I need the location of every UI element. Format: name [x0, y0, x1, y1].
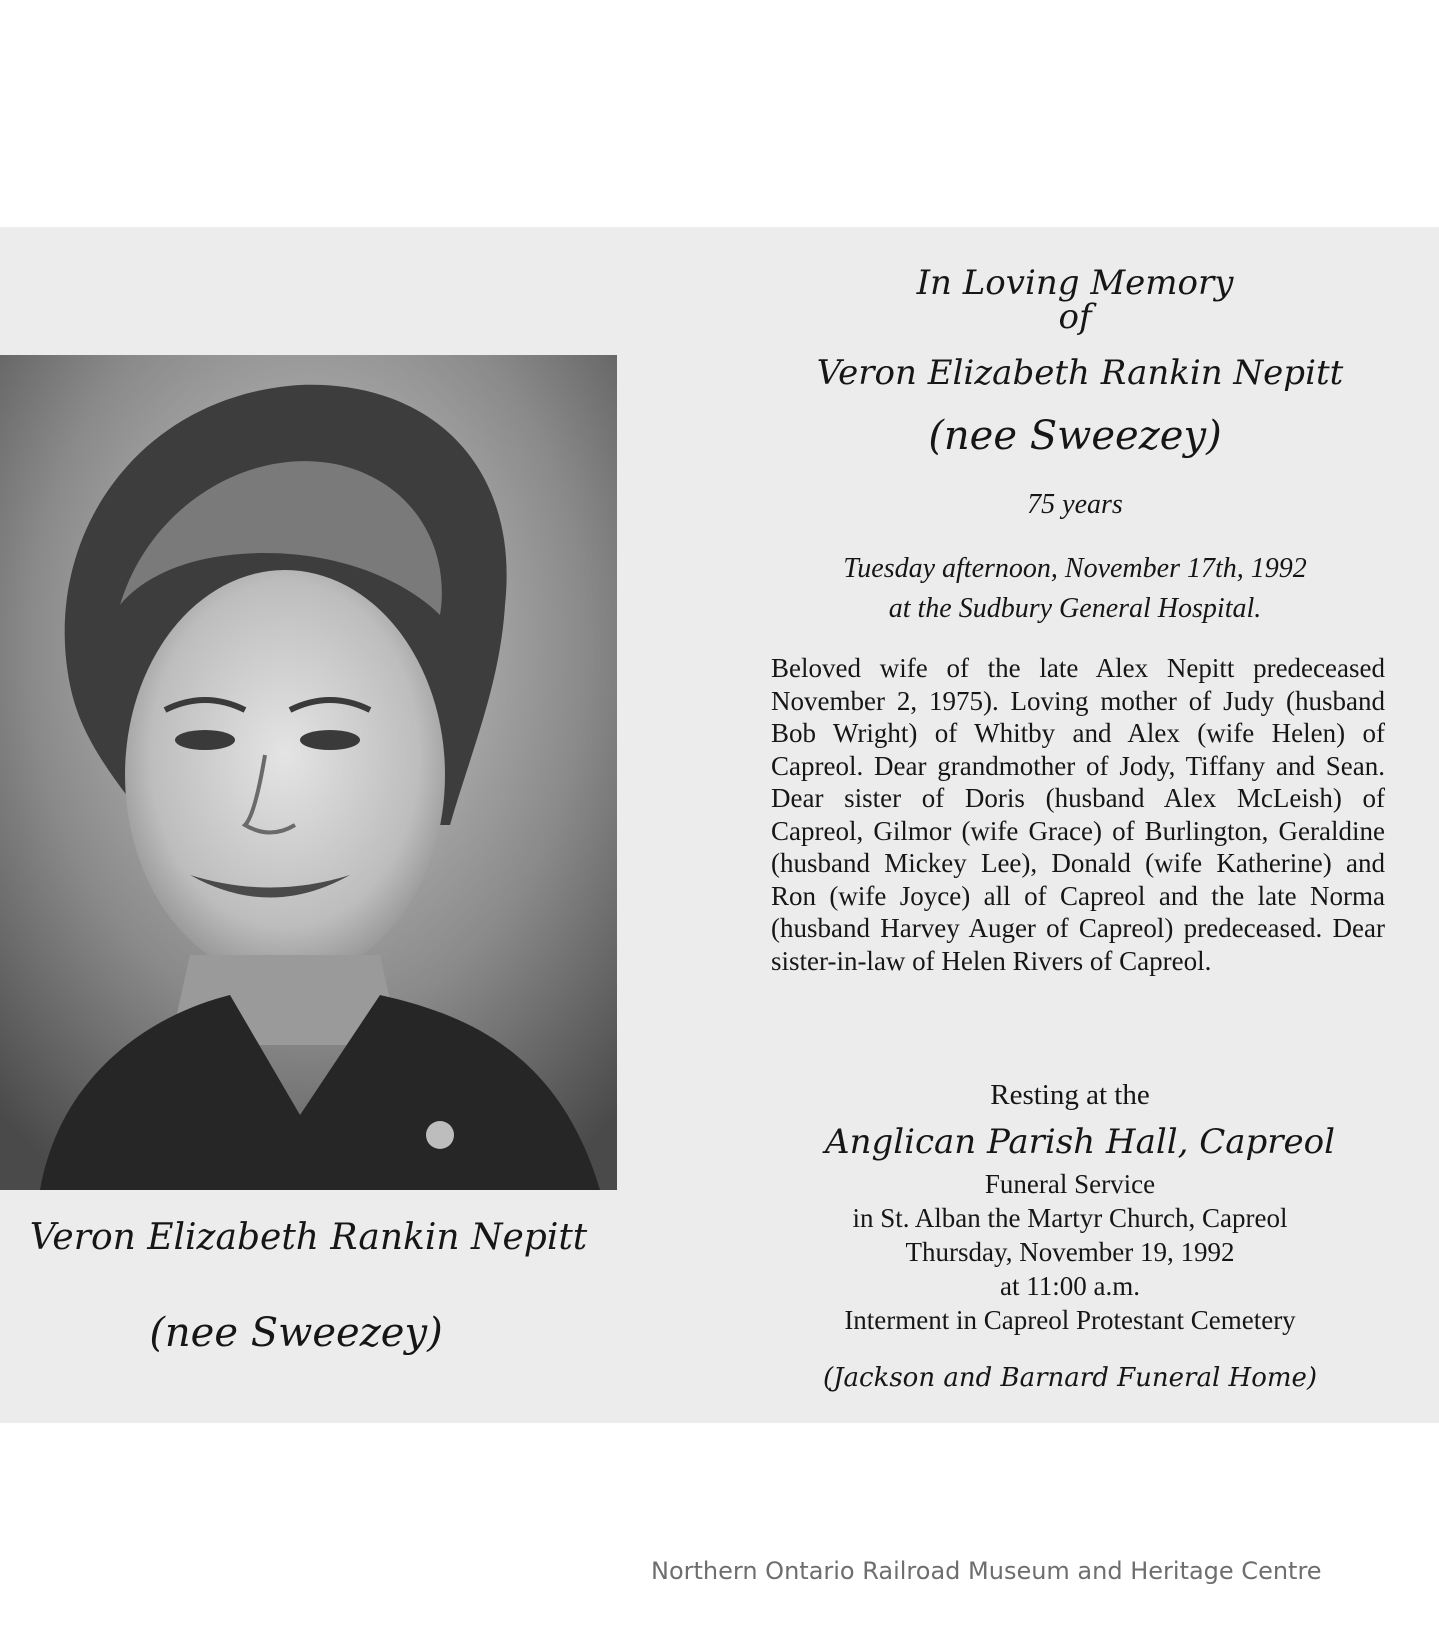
portrait-photo: [0, 355, 617, 1190]
memorial-card: [0, 227, 1439, 1423]
maiden-name: (nee Sweezey): [928, 413, 1222, 459]
funeral-home: (Jackson and Barnard Funeral Home): [822, 1363, 1318, 1393]
credit-line: Northern Ontario Railroad Museum and Heritage Centre: [651, 1557, 1322, 1585]
place-of-death: at the Sudbury General Hospital.: [888, 593, 1262, 624]
memorial-heading: In Loving Memory: [916, 263, 1234, 303]
funeral-service: [770, 1167, 1370, 1337]
service-line: Funeral Service: [984, 1169, 1156, 1199]
service-line: at 11:00 a.m.: [1000, 1271, 1140, 1301]
service-line: Thursday, November 19, 1992: [905, 1237, 1235, 1267]
obituary-text: Beloved wife of the late Alex Nepitt predeceased November 2, 1975). Loving mother of Judy (husband Bob Wright) of Whitby and Alex (wife Helen) of Capreol. Dear grandmother of Jody, Tiffany and Sean. Dear sister of Doris (husband Alex McLeish) of Capreol, Gilmor (wife Grace) of Burlington, Geraldine (husband Mickey Lee), Donald (wife Katherine) and Ron (wife Joyce) all of Capreol and the late Norma (husband Harvey Auger of Capreol) predeceased. Dear sister-in-law of Helen Rivers of Capreol.: [771, 653, 1385, 976]
service-line: in St. Alban the Martyr Church, Capreol: [852, 1203, 1288, 1233]
resting-place: Anglican Parish Hall, Capreol: [825, 1122, 1335, 1162]
deceased-name: Veron Elizabeth Rankin Nepitt: [816, 353, 1344, 393]
age: 75 years: [1027, 489, 1123, 520]
memorial-of: of: [1058, 297, 1092, 337]
portrait-image: [0, 355, 617, 1190]
date-of-death: Tuesday afternoon, November 17th, 1992: [843, 553, 1307, 584]
resting-label: Resting at the: [990, 1079, 1150, 1111]
caption-nee: (nee Sweezey): [149, 1310, 443, 1356]
caption-name: Veron Elizabeth Rankin Nepitt: [29, 1217, 588, 1258]
service-line: Interment in Capreol Protestant Cemetery: [844, 1305, 1296, 1335]
